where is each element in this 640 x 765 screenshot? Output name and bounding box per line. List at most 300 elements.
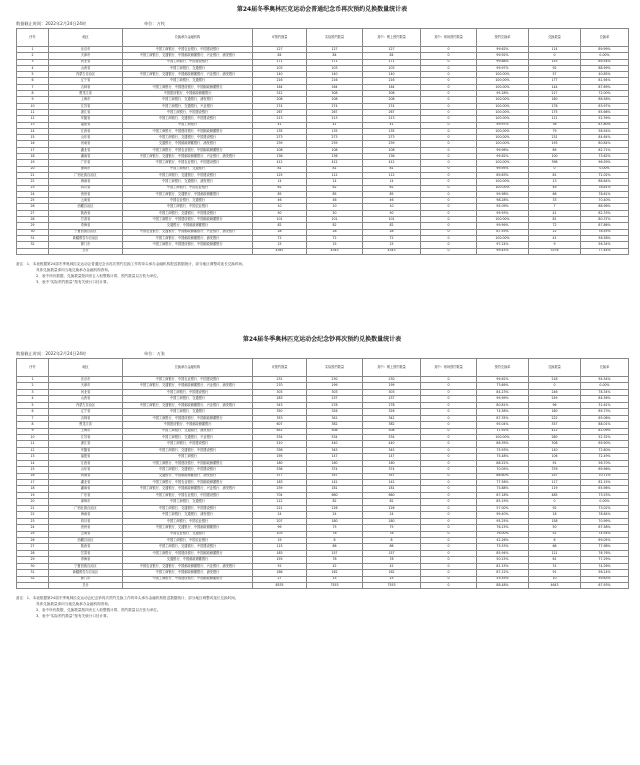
cell-exchange-rate: 0.00% [581,499,629,505]
cell-exchange-rate: 78.61% [581,191,629,197]
cell-onsite: 0 [421,179,477,185]
cell-exchanged: 280 [529,434,581,440]
cell-available: 62 [253,185,307,191]
cell-reserved: 278 [307,402,363,408]
cell-exchanged: 7 [529,204,581,210]
cell-region: 山西省 [49,65,123,71]
cell-region: 广西壮族自治区 [49,505,123,511]
cell-region: 云南省 [49,198,123,204]
cell-exchange-rate: 72.02% [581,172,629,178]
column-header-exchange-rate: 兑换率 [581,29,629,47]
cell-row-index: 31 [17,235,49,241]
cell-row-index: 15 [17,135,49,141]
cell-bank: 中国工商银行、中国建设银行、中国邮政储蓄银行 [123,128,253,134]
column-header-onsite: 其中：现场预约数量 [421,29,477,47]
cell-exchange-rate: 68.96% [581,204,629,210]
cell-exchange-rate: 69.05% [581,537,629,543]
cell-online: 142 [363,480,421,486]
cell-onsite: 0 [421,447,477,453]
cell-reserved: 14 [307,179,363,185]
cell-onsite: 0 [421,235,477,241]
cell-reserve-rate: 85.19% [477,499,529,505]
cell-available: 125 [253,172,307,178]
cell-exchanged: 57 [529,72,581,78]
cell-bank: 中国工商银行、交通银行、浦发银行 [123,512,253,518]
cell-bank: 交通银行、中国邮政储蓄银行、浦发银行 [123,473,253,479]
cell-region: 江苏省 [49,434,123,440]
cell-online: 180 [363,518,421,524]
cell-online: 239 [363,141,421,147]
cell-exchanged: 4643 [529,583,581,589]
cell-reserved: 50 [307,210,363,216]
cell-row-index: 30 [17,229,49,235]
cell-available: 312 [253,91,307,97]
cell-region: 新疆维吾尔自治区 [49,570,123,576]
cell-reserved: 86 [307,544,363,550]
column-header-reserved: 实际预约数量 [307,359,363,377]
cell-exchanged: 79 [529,128,581,134]
cell-onsite: 0 [421,229,477,235]
cell-onsite: 0 [421,53,477,59]
cell-reserve-rate: 99.99% [477,396,529,402]
cell-reserved: 342 [307,415,363,421]
cell-onsite: 0 [421,185,477,191]
cell-reserved: 136 [307,154,363,160]
cell-exchange-rate: 78.81% [581,185,629,191]
cell-region: 河北省 [49,389,123,395]
cell-exchange-rate: 94.54% [581,377,629,383]
cell-available: 41 [253,122,307,128]
cell-reserved: 108 [307,147,363,153]
cell-online: 440 [363,441,421,447]
coin-section [16,0,628,285]
cell-region: 甘肃省 [49,217,123,223]
cell-online: 412 [363,160,421,166]
cell-available: 72 [253,235,307,241]
cell-exchange-rate: 88.64% [581,179,629,185]
cell-row-index: 29 [17,557,49,563]
cell-reserve-rate: 74.58% [477,409,529,415]
cell-reserved: 303 [307,389,363,395]
cell-online: 82 [363,223,421,229]
cell-exchanged: 119 [529,486,581,492]
column-header-online: 其中：网上预约数量 [363,359,421,377]
cell-reserve-rate: 98.28% [477,198,529,204]
cell-region: 陕西省 [49,544,123,550]
cell-row-index: 9 [17,428,49,434]
cell-online: 164 [363,84,421,90]
cell-online: 237 [363,396,421,402]
cell-reserved: 216 [307,78,363,84]
cell-online: 24 [363,512,421,518]
cell-online: 10 [363,204,421,210]
cell-row-index: 28 [17,550,49,556]
cell-region: 厦门市 [49,242,123,248]
cell-bank: 中国工商银行、中国建设银行、中国邮政储蓄银行 [123,415,253,421]
cell-exchanged: 66 [529,191,581,197]
cell-region: 湖南省 [49,486,123,492]
cell-online: 28 [363,229,421,235]
cell-exchange-rate: 63.97% [581,103,629,109]
column-header-exchanged: 兑换数量 [529,359,581,377]
cell-reserve-rate: 100.00% [477,84,529,90]
cell-exchange-rate: 65.98% [581,486,629,492]
cell-onsite: 0 [421,160,477,166]
cell-bank [123,583,253,589]
coin-notes [16,261,628,285]
cell-row-index: 15 [17,467,49,473]
cell-onsite: 0 [421,557,477,563]
cell-bank: 中国农业银行、交通银行、中国邮政储蓄银行、兴业银行、浦发银行 [123,229,253,235]
cell-onsite: 0 [421,563,477,569]
note-line: 3、表中“实际预约数量”按有关统计口径计算。 [36,614,111,619]
cell-onsite: 0 [421,59,477,65]
cell-available: 101 [253,217,307,223]
cell-row-index: 8 [17,91,49,97]
cell-reserved: 46 [307,198,363,204]
cell-exchanged: 257 [529,473,581,479]
cell-region: 江西省 [49,128,123,134]
cell-onsite: 0 [421,434,477,440]
cell-row-index: 16 [17,141,49,147]
cell-row-index: 25 [17,531,49,537]
cell-exchange-rate: 78.64% [581,512,629,518]
cell-row-index: 12 [17,447,49,453]
cell-onsite: 0 [421,166,477,172]
cell-exchanged: 6 [529,537,581,543]
cell-onsite: 0 [421,210,477,216]
note-table [16,358,629,589]
cell-bank: 中国工商银行、中国农业银行、中国建设银行 [123,492,253,498]
cell-reserved: 274 [307,103,363,109]
cell-reserve-rate: 88.22% [477,460,529,466]
cell-onsite: 0 [421,377,477,383]
cell-reserved: 42 [307,563,363,569]
cell-region: 深圳市 [49,166,123,172]
cell-bank: 中国工商银行、中国建设银行、中国邮政储蓄银行 [123,242,253,248]
cell-row-index: 21 [17,172,49,178]
cell-onsite: 0 [421,389,477,395]
cell-reserve-rate: 99.97% [477,65,529,71]
cell-available: 28 [253,229,307,235]
coin-date: 数据截止时间：2022年2月24日24时 [16,21,87,26]
total-row [17,248,629,254]
cell-exchanged: 121 [529,550,581,556]
cell-exchanged: 217 [529,91,581,97]
cell-reserve-rate: 100.00% [477,109,529,115]
cell-exchange-rate: 74.26% [581,563,629,569]
cell-reserve-rate: 55.55% [477,576,529,582]
cell-reserve-rate: 80.81% [477,402,529,408]
cell-reserve-rate: 100.00% [477,103,529,109]
cell-exchanged: 41 [529,235,581,241]
cell-online: 15 [363,242,421,248]
cell-reserve-rate: 100.00% [477,185,529,191]
cell-exchange-rate: 72.49% [581,454,629,460]
cell-available: 538 [253,467,307,473]
cell-online: 357 [363,473,421,479]
cell-exchange-rate: 69.96% [581,467,629,473]
cell-region: 浙江省 [49,109,123,115]
cell-row-index: 24 [17,525,49,531]
cell-online: 78 [363,557,421,563]
note-line: 备注：1、本表根据第24届冬季奥林匹克运动会纪念钞再次预约兑换工作的牵头承办金融机构报送数据统计，部分地区调整或延长兑换时间。 [16,596,239,601]
cell-available: 183 [253,480,307,486]
cell-exchanged: 193 [529,141,581,147]
cell-onsite: 0 [421,544,477,550]
cell-exchanged: 52 [529,531,581,537]
cell-exchange-rate: 40.85% [581,72,629,78]
cell-bank: 中国工商银行、交通银行、中国邮政储蓄银行、兴业银行、浦发银行 [123,383,253,389]
cell-online: 81 [363,166,421,172]
cell-reserve-rate: 42.26% [477,537,529,543]
cell-exchange-rate: 56.34% [581,242,629,248]
note-line: 3、表中“实际预约数量”按有关统计口径计算。 [36,279,111,284]
cell-row-index: 14 [17,128,49,134]
cell-exchanged: 412 [529,428,581,434]
cell-bank: 中国工商银行、交通银行、中国建设银行 [123,447,253,453]
cell-region: 福建省 [49,454,123,460]
cell-exchanged: 114 [529,47,581,53]
cell-bank: 中国工商银行、中国建设银行、中国邮政储蓄银行 [123,550,253,556]
cell-available: 704 [253,492,307,498]
cell-exchange-rate: 87.86% [581,223,629,229]
cell-reserve-rate: 95.28% [477,91,529,97]
cell-exchanged: 81 [529,217,581,223]
cell-available: 239 [253,141,307,147]
cell-available: 82 [253,223,307,229]
cell-onsite: 0 [421,84,477,90]
cell-bank: 中国工商银行、中国邮政储蓄银行、浦发银行 [123,235,253,241]
cell-reserve-rate: 100.00% [477,72,529,78]
cell-online: 342 [363,415,421,421]
cell-onsite: 0 [421,135,477,141]
cell-exchanged: 22 [529,229,581,235]
cell-row-index: 6 [17,78,49,84]
cell-row-index: 3 [17,59,49,65]
cell-exchange-rate: 52.39% [581,116,629,122]
cell-available: 207 [253,518,307,524]
cell-reserve-rate: 100.00% [477,135,529,141]
cell-row-index: 2 [17,53,49,59]
cell-bank: 中国工商银行、交通银行、中国建设银行 [123,505,253,511]
cell-bank: 中国农业银行、交通银行、中国邮政储蓄银行、兴业银行、浦发银行 [123,563,253,569]
cell-bank: 中国工商银行 [123,122,253,128]
column-header-region: 地区 [49,29,123,47]
cell-bank: 中国工商银行、交通银行 [123,166,253,172]
cell-onsite: 0 [421,402,477,408]
cell-available: 208 [253,97,307,103]
cell-bank: 中国工商银行、交通银行、中国建设银行 [123,172,253,178]
cell-row-index: 23 [17,518,49,524]
cell-bank: 中国工商银行、中国农业银行、中国邮政储蓄银行 [123,147,253,153]
cell-reserved: 440 [307,441,363,447]
cell-bank: 中国工商银行、中国建设银行、中国邮政储蓄银行 [123,84,253,90]
cell-row-index: 22 [17,179,49,185]
cell-region: 辽宁省 [49,409,123,415]
cell-region: 青海省 [49,557,123,563]
cell-reserved: 15 [307,576,363,582]
cell-reserved: 72 [307,235,363,241]
cell-reserved: 81 [307,166,363,172]
cell-exchanged: 10 [529,576,581,582]
cell-bank: 中国农业银行、交通银行 [123,198,253,204]
cell-exchange-rate: 81.94% [581,78,629,84]
cell-online: 82 [363,499,421,505]
cell-reserved: 135 [307,128,363,134]
cell-onsite: 0 [421,428,477,434]
cell-online: 103 [363,65,421,71]
cell-reserve-rate: 76.00% [477,531,529,537]
cell-row-index: 27 [17,210,49,216]
cell-region: 河北省 [49,59,123,65]
column-header-bank: 兑换承办金融机构 [123,359,253,377]
cell-onsite: 0 [421,97,477,103]
cell-onsite: 0 [421,550,477,556]
cell-online: 46 [363,198,421,204]
cell-available: 50 [253,210,307,216]
cell-online: 84 [363,53,421,59]
cell-reserve-rate: 99.95% [477,166,529,172]
cell-region: 山东省 [49,467,123,473]
cell-onsite: 0 [421,242,477,248]
column-header-reserve-rate: 预约兑换率 [477,29,529,47]
cell-available: 135 [253,128,307,134]
cell-exchanged: 72 [529,223,581,229]
cell-reserved: 142 [307,480,363,486]
cell-reserve-rate: 100.00% [477,160,529,166]
cell-onsite: 0 [421,460,477,466]
cell-exchanged: 246 [529,389,581,395]
cell-region: 陕西省 [49,210,123,216]
cell-exchange-rate: 89.73% [581,409,629,415]
cell-reserve-rate: 100.00% [477,78,529,84]
note-header-row [17,359,629,377]
cell-bank: 中国工商银行、交通银行 [123,499,253,505]
cell-onsite: 0 [421,531,477,537]
cell-row-index: 1 [17,47,49,53]
cell-available: 336 [253,447,307,453]
cell-row-index: 18 [17,154,49,160]
cell-reserved: 78 [307,531,363,537]
cell-region: 黑龙江省 [49,422,123,428]
cell-reserved: 8 [307,537,363,543]
cell-available: 186 [253,570,307,576]
cell-onsite: 0 [421,492,477,498]
cell-reserved: 103 [307,65,363,71]
cell-exchanged: 222 [529,415,581,421]
cell-row-index: 4 [17,396,49,402]
cell-row-index: 25 [17,198,49,204]
cell-available: 103 [253,531,307,537]
cell-available: 164 [253,84,307,90]
cell-reserve-rate: 97.24% [477,242,529,248]
cell-row-index: 11 [17,441,49,447]
cell-bank: 中国工商银行、交通银行 [123,65,253,71]
column-header-onsite: 其中：现场预约数量 [421,359,477,377]
cell-region: 山西省 [49,396,123,402]
cell-bank: 中国工商银行、中国农业银行 [123,518,253,524]
cell-available: 155 [253,557,307,563]
cell-reserved: 213 [307,116,363,122]
cell-region: 贵州省 [49,191,123,197]
cell-row-index: 17 [17,147,49,153]
cell-exchanged: 140 [529,447,581,453]
cell-exchange-rate: 59.83% [581,576,629,582]
cell-row-index: 31 [17,570,49,576]
cell-online: 126 [363,505,421,511]
cell-reserve-rate: 75.88% [477,486,529,492]
cell-region: 上海市 [49,97,123,103]
cell-onsite: 0 [421,223,477,229]
cell-bank: 中国工商银行、交通银行、中国建设银行 [123,116,253,122]
cell-exchanged: 106 [529,454,581,460]
cell-region: 广东省 [49,492,123,498]
cell-available: 19 [253,537,307,543]
cell-row-index: 29 [17,223,49,229]
cell-bank: 中国工商银行、交通银行、兴业银行 [123,103,253,109]
cell-reserved: 239 [307,141,363,147]
cell-bank: 中国工商银行、中国农业银行、中国建设银行 [123,377,253,383]
cell-available: 46 [253,198,307,204]
cell-online: 308 [363,91,421,97]
cell-online: 345 [363,447,421,453]
coin-unit: 单位：万枚 [144,21,165,26]
cell-online: 108 [363,147,421,153]
cell-exchange-rate: 56.70% [581,460,629,466]
cell-online: 112 [363,172,421,178]
cell-row-index: 20 [17,499,49,505]
cell-bank: 中国工商银行、交通银行 [123,409,253,415]
cell-online: 382 [363,422,421,428]
cell-online: 41 [363,122,421,128]
coin-table-meta [16,20,628,28]
cell-reserved: 162 [307,570,363,576]
cell-exchanged: 31 [529,563,581,569]
cell-reserve-rate: 77.56% [477,480,529,486]
cell-exchange-rate: 82.33% [581,210,629,216]
cell-bank: 中国工商银行、交通银行、中国邮政储蓄银行、兴业银行、浦发银行 [123,486,253,492]
column-header-reserve-rate: 预约兑换率 [477,359,529,377]
cell-bank: 中国工商银行、交通银行、中国建设银行 [123,544,253,550]
cell-exchanged: 81 [529,172,581,178]
cell-available: 412 [253,160,307,166]
cell-available: 99 [253,525,307,531]
cell-reserved: 112 [307,172,363,178]
cell-available: 24 [253,512,307,518]
cell-reserve-rate: 76.15% [477,525,529,531]
cell-row-index: 12 [17,116,49,122]
cell-row-index: 5 [17,72,49,78]
cell-exchange-rate: 88.01% [581,422,629,428]
cell-available: 180 [253,460,307,466]
cell-exchange-rate: 73.02% [581,505,629,511]
cell-exchange-rate: 70.99% [581,518,629,524]
cell-exchanged: 100 [529,154,581,160]
cell-region: 宁夏回族自治区 [49,229,123,235]
cell-row-index: 20 [17,166,49,172]
cell-exchanged: 153 [529,59,581,65]
cell-bank: 中国工商银行、中国建设银行、中国邮政储蓄银行 [123,460,253,466]
total-row [17,583,629,589]
cell-reserved: 382 [307,422,363,428]
cell-available: 273 [253,135,307,141]
cell-region: 黑龙江省 [49,91,123,97]
cell-exchanged: 0 [529,383,581,389]
cell-reserve-rate: 99.88% [477,59,529,65]
cell-exchange-rate: 87.69% [581,84,629,90]
cell-reserved: 237 [307,396,363,402]
